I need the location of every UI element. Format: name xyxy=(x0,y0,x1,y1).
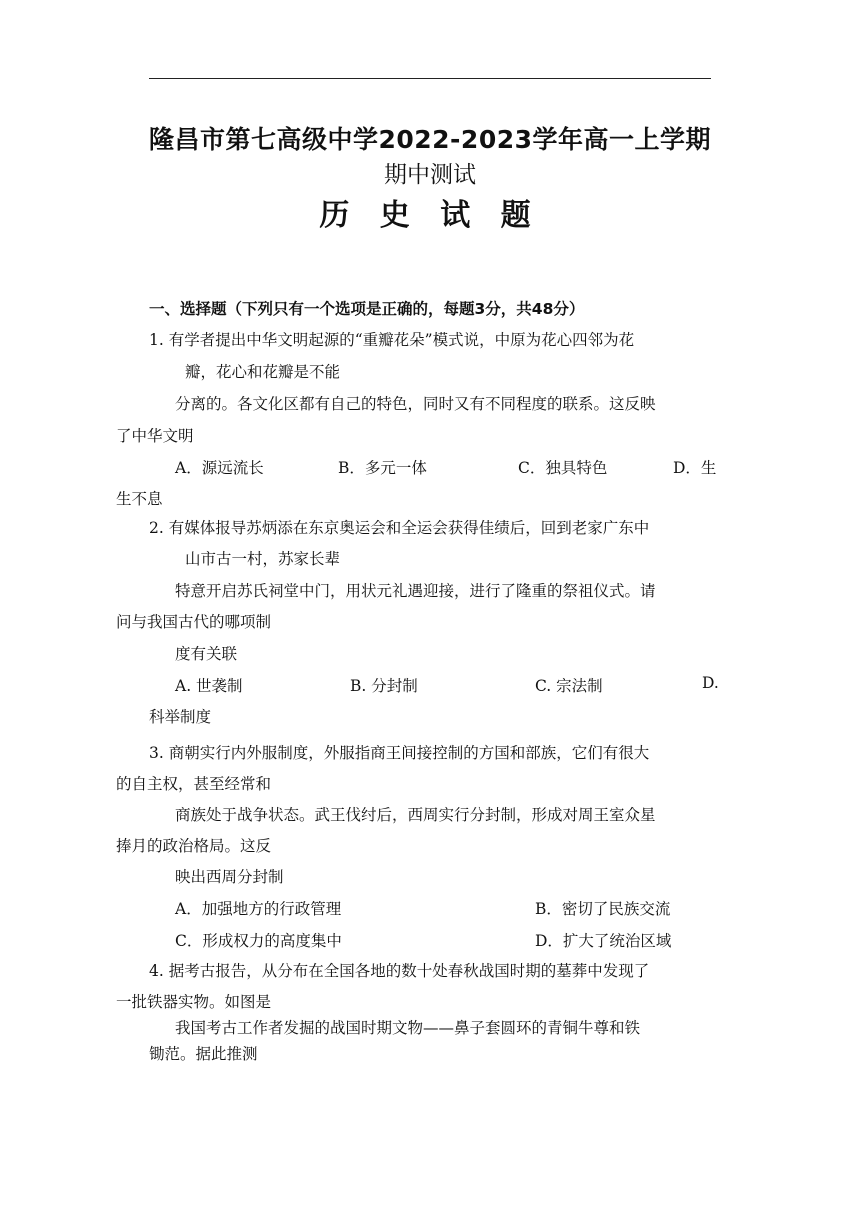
q1-line: 了中华文明 xyxy=(116,427,194,445)
q3-option-d: D．扩大了统治区域 xyxy=(535,932,672,950)
q3-option-c: C．形成权力的高度集中 xyxy=(175,932,342,950)
q4-line: 一批铁器实物。如图是 xyxy=(116,993,272,1011)
q2-option-b: B. 分封制 xyxy=(350,677,418,695)
q2-option-c: C. 宗法制 xyxy=(535,677,603,695)
q1-option-d: D．生 xyxy=(673,459,717,477)
section-heading: 一、选择题（下列只有一个选项是正确的，每题3分，共48分） xyxy=(149,300,585,318)
header-rule xyxy=(149,78,711,79)
q2-line: 问与我国古代的哪项制 xyxy=(116,613,272,631)
q1-line: 瓣，花心和花瓣是不能 xyxy=(185,363,341,381)
q2-line: 山市古一村，苏家长辈 xyxy=(185,550,341,568)
q2-option-d-cont: 科举制度 xyxy=(149,708,212,726)
q2-line: 特意开启苏氏祠堂中门，用状元礼遇迎接，进行了隆重的祭祖仪式。请 xyxy=(175,582,656,600)
q3-line: 捧月的政治格局。这反 xyxy=(116,837,272,855)
q1-line: 分离的。各文化区都有自己的特色，同时又有不同程度的联系。这反映 xyxy=(175,395,656,413)
q3-line: 映出西周分封制 xyxy=(175,868,284,886)
q3-line: 的自主权，甚至经常和 xyxy=(116,775,272,793)
q1-option-c: C．独具特色 xyxy=(518,459,608,477)
subject-title: 历 史 试 题 xyxy=(319,198,541,233)
q3-line: 3. 商朝实行内外服制度，外服指商王间接控制的方国和部族，它们有很大 xyxy=(149,744,650,762)
q4-line: 我国考古工作者发掘的战国时期文物——鼻子套圆环的青铜牛尊和铁 xyxy=(175,1019,641,1037)
q3-line: 商族处于战争状态。武王伐纣后，西周实行分封制，形成对周王室众星 xyxy=(175,806,656,824)
q2-option-a: A. 世袭制 xyxy=(175,677,243,695)
q3-option-b: B．密切了民族交流 xyxy=(535,900,671,918)
q3-option-a: A．加强地方的行政管理 xyxy=(175,900,342,918)
exam-subtitle: 期中测试 xyxy=(384,162,476,188)
q2-option-d: D. xyxy=(702,674,719,692)
q4-line: 4. 据考古报告，从分布在全国各地的数十处春秋战国时期的墓葬中发现了 xyxy=(149,962,650,980)
q1-option-a: A．源远流长 xyxy=(175,459,264,477)
q2-line: 2. 有媒体报导苏炳添在东京奥运会和全运会获得佳绩后，回到老家广东中 xyxy=(149,519,650,537)
q1-line: 1. 有学者提出中华文明起源的“重瓣花朵”模式说，中原为花心四邻为花 xyxy=(149,331,635,349)
exam-title: 隆昌市第七高级中学2022-2023学年高一上学期 xyxy=(148,125,712,154)
q2-line: 度有关联 xyxy=(175,645,238,663)
q4-line: 锄范。据此推测 xyxy=(149,1045,258,1063)
q1-option-b: B．多元一体 xyxy=(338,459,427,477)
q1-option-d-cont: 生不息 xyxy=(116,490,163,508)
